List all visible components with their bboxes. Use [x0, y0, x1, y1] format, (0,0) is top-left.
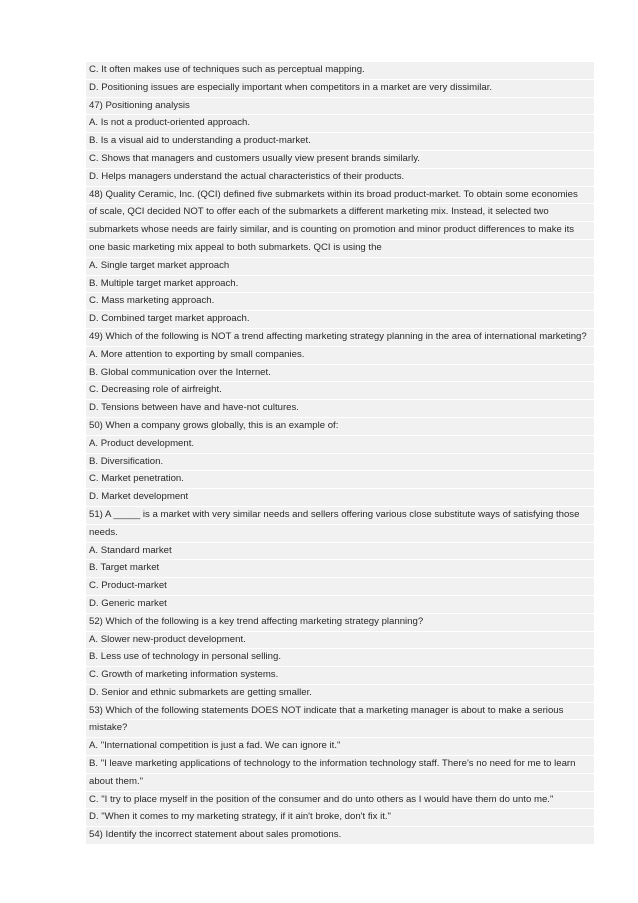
text-line: D. Positioning issues are especially important when competitors in a market are very dissimilar.: [86, 80, 594, 98]
text-line: C. Market penetration.: [86, 471, 594, 489]
text-line: of scale, QCI decided NOT to offer each of the submarkets a different marketing mix. Instead, it selected two: [86, 204, 594, 222]
text-line: needs.: [86, 525, 594, 543]
text-line: D. Market development: [86, 489, 594, 507]
text-line: about them.": [86, 774, 594, 792]
text-line: C. Growth of marketing information systems.: [86, 667, 594, 685]
text-line: C. Mass marketing approach.: [86, 293, 594, 311]
text-line: 51) A _____ is a market with very similar needs and sellers offering various close substitute ways of satisfying those: [86, 507, 594, 525]
text-line: B. Diversification.: [86, 454, 594, 472]
text-line: A. Is not a product-oriented approach.: [86, 115, 594, 133]
text-line: A. Product development.: [86, 436, 594, 454]
text-line: A. Slower new-product development.: [86, 632, 594, 650]
text-line: A. More attention to exporting by small companies.: [86, 347, 594, 365]
text-line: C. Product-market: [86, 578, 594, 596]
text-line: 47) Positioning analysis: [86, 98, 594, 116]
text-line: B. Target market: [86, 560, 594, 578]
text-line: C. "I try to place myself in the position of the consumer and do unto others as I would have them do unto me.": [86, 792, 594, 810]
text-line: 50) When a company grows globally, this is an example of:: [86, 418, 594, 436]
text-line: 53) Which of the following statements DOES NOT indicate that a marketing manager is about to make a serious: [86, 703, 594, 721]
text-line: B. "I leave marketing applications of technology to the information technology staff. There's no need for me to learn: [86, 756, 594, 774]
text-line: one basic marketing mix appeal to both submarkets. QCI is using the: [86, 240, 594, 258]
text-line: D. Generic market: [86, 596, 594, 614]
text-line: B. Less use of technology in personal selling.: [86, 649, 594, 667]
text-line: submarkets whose needs are fairly similar, and is counting on promotion and minor product differences to make its: [86, 222, 594, 240]
text-line: D. Helps managers understand the actual characteristics of their products.: [86, 169, 594, 187]
text-line: mistake?: [86, 720, 594, 738]
text-line: D. Tensions between have and have-not cultures.: [86, 400, 594, 418]
text-line: 48) Quality Ceramic, Inc. (QCI) defined five submarkets within its broad product-market. To obtain some economies: [86, 187, 594, 205]
text-line: B. Is a visual aid to understanding a product-market.: [86, 133, 594, 151]
text-line: C. Decreasing role of airfreight.: [86, 382, 594, 400]
text-line: C. It often makes use of techniques such as perceptual mapping.: [86, 62, 594, 80]
document-page: [86, 62, 594, 845]
text-line: C. Shows that managers and customers usually view present brands similarly.: [86, 151, 594, 169]
text-line: A. Single target market approach: [86, 258, 594, 276]
text-line: B. Multiple target market approach.: [86, 276, 594, 294]
text-line: D. Combined target market approach.: [86, 311, 594, 329]
text-line: 54) Identify the incorrect statement about sales promotions.: [86, 827, 594, 845]
text-line: A. "International competition is just a fad. We can ignore it.": [86, 738, 594, 756]
text-line: A. Standard market: [86, 543, 594, 561]
text-line: B. Global communication over the Internet.: [86, 365, 594, 383]
text-line: D. "When it comes to my marketing strategy, if it ain't broke, don't fix it.": [86, 809, 594, 827]
text-line: 52) Which of the following is a key trend affecting marketing strategy planning?: [86, 614, 594, 632]
text-line: D. Senior and ethnic submarkets are getting smaller.: [86, 685, 594, 703]
text-line: 49) Which of the following is NOT a trend affecting marketing strategy planning in the area of international marketing?: [86, 329, 594, 347]
